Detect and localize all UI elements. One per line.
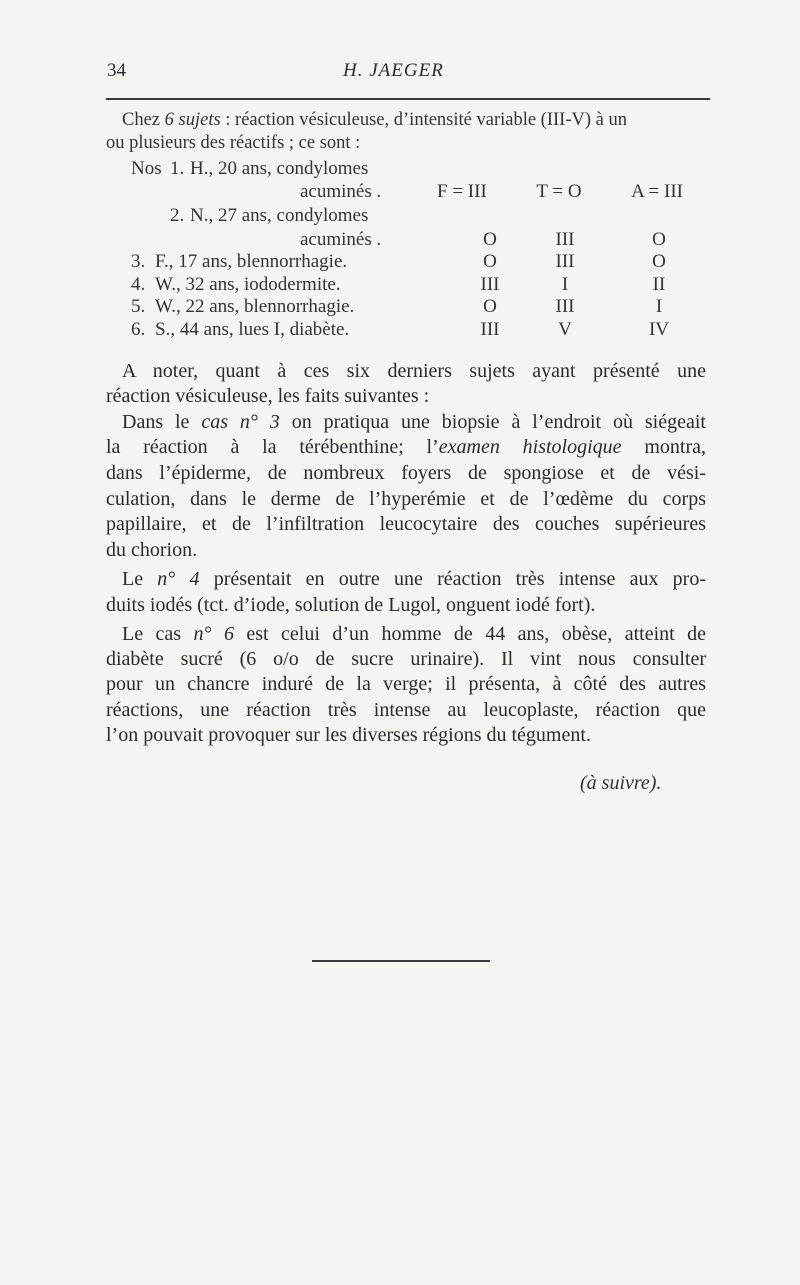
page-number: 34 [107, 60, 126, 81]
case-4-F: III [480, 274, 500, 295]
case-1-F: F = III [437, 181, 487, 202]
case-3-T: III [555, 251, 575, 272]
end-rule [312, 960, 490, 962]
case-6-A: IV [648, 319, 670, 340]
case-1-desc: H., 20 ans, condylomes [190, 158, 369, 179]
case-4-T: I [561, 274, 569, 295]
p4-line-5: l’on pouvait provoquer sur les diverses régions du tégument. [106, 724, 591, 746]
p2-line-1: Dans le cas n° 3 on pratiqua une biopsie à l’endroit où siégeait [122, 411, 706, 433]
p2-line-5: papillaire, et de l’infiltration leucocytaire des couches supérieures [106, 513, 706, 535]
case-4-desc: W., 32 ans, iododermite. [155, 274, 341, 295]
p4-line-2: diabète sucré (6 o/o de sucre urinaire). Il vint nous consulter [106, 648, 706, 670]
p4-line-4: réactions, une réaction très intense au leucoplaste, réaction que [106, 699, 706, 721]
case-5-A: I [655, 296, 663, 317]
case-2-desc2: acuminés . [300, 229, 382, 250]
case-6-T: V [558, 319, 572, 340]
case-6-desc: S., 44 ans, lues I, diabète. [155, 319, 350, 340]
p2-line-6: du chorion. [106, 539, 198, 561]
intro-italic: 6 sujets [164, 110, 221, 130]
p2-line-2: la réaction à la térébenthine; l’examen histologique montra, [106, 436, 706, 458]
case-2-num: 2. [170, 205, 185, 226]
case-5-desc: W., 22 ans, blennorrhagie. [155, 296, 355, 317]
case-1-A: A = III [631, 181, 683, 202]
p3-line-1: Le n° 4 présentait en outre une réaction très intense aux pro- [122, 568, 706, 590]
to-be-continued: (à suivre). [580, 772, 662, 794]
intro-line-1: Chez 6 sujets : réaction vésiculeuse, d’intensité variable (III-V) à un [122, 110, 627, 130]
case-prefix: Nos [131, 158, 162, 179]
case-2-T: III [555, 229, 575, 250]
case-6-num: 6. [131, 319, 146, 340]
p2-line-3: dans l’épiderme, de nombreux foyers de spongiose et de vési- [106, 462, 706, 484]
p4-line-1: Le cas n° 6 est celui d’un homme de 44 ans, obèse, atteint de [122, 623, 706, 645]
case-4-num: 4. [131, 274, 146, 295]
case-3-A: O [652, 251, 666, 272]
p3-line-2: duits iodés (tct. d’iode, solution de Lugol, onguent iodé fort). [106, 594, 596, 616]
case-2-F: O [483, 229, 497, 250]
case-5-T: III [555, 296, 575, 317]
case-5-F: O [483, 296, 497, 317]
p4-line-3: pour un chancre induré de la verge; il présenta, à côté des autres [106, 673, 706, 695]
case-3-desc: F., 17 ans, blennorrhagie. [155, 251, 348, 272]
running-head: H. JAEGER [343, 60, 444, 81]
case-3-F: O [483, 251, 497, 272]
case-1-T: T = O [536, 181, 582, 202]
p1-line-1: A noter, quant à ces six derniers sujets ayant présenté une [122, 360, 706, 382]
p1-line-2: réaction vésiculeuse, les faits suivantes : [106, 385, 430, 407]
case-1-values [437, 181, 683, 203]
case-6-F: III [480, 319, 500, 340]
case-1-num: 1. [170, 158, 185, 179]
case-5-num: 5. [131, 296, 146, 317]
intro-line-2: ou plusieurs des réactifs ; ce sont : [106, 133, 361, 153]
case-3-num: 3. [131, 251, 146, 272]
case-2-desc: N., 27 ans, condylomes [190, 205, 369, 226]
case-1-desc2: acuminés . [300, 181, 382, 202]
header-rule [106, 98, 710, 100]
p2-line-4: culation, dans le derme de l’hyperémie et de l’œdème du corps [106, 488, 706, 510]
case-2-A: O [652, 229, 666, 250]
case-4-A: II [652, 274, 666, 295]
